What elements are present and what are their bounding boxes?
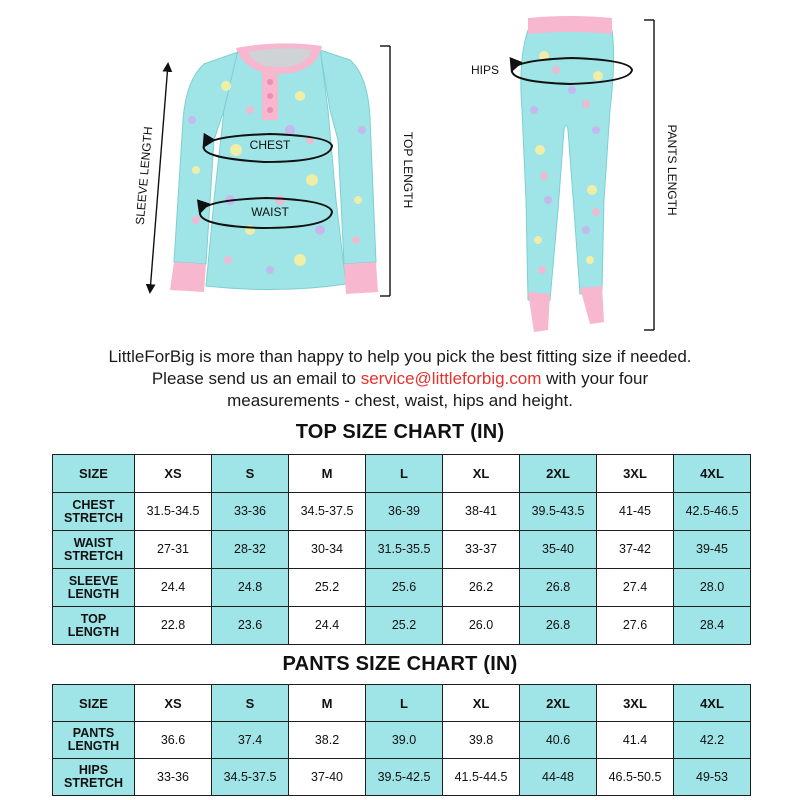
row-label-line-2: STRETCH (63, 776, 124, 790)
pants-length-label: PANTS LENGTH (665, 124, 679, 216)
size-header-row (53, 455, 751, 493)
table-cell: 30-34 (289, 531, 366, 569)
top-length-label: TOP LENGTH (401, 131, 415, 209)
intro-line-1: LittleForBig is more than happy to help you pick the best fitting size if needed. (108, 347, 692, 366)
size-header-row (53, 685, 751, 722)
waist-label: WAIST (251, 205, 289, 219)
intro-line-2-before: Please send us an email to (151, 369, 356, 388)
table-cell: 39.8 (443, 722, 520, 759)
size-header-3xl: 3XL (597, 685, 674, 722)
row-label (53, 722, 135, 759)
table-cell: 25.2 (366, 607, 443, 645)
table-cell: 24.8 (212, 569, 289, 607)
table-cell: 33-37 (443, 531, 520, 569)
row-label-line-2: LENGTH (67, 586, 120, 601)
table-cell: 35-40 (520, 531, 597, 569)
table-cell: 28-32 (212, 531, 289, 569)
intro-line-3: measurements - chest, waist, hips and height. (227, 391, 573, 410)
row-label (53, 607, 135, 645)
table-cell: 39-45 (674, 531, 751, 569)
size-header-xl: XL (443, 685, 520, 722)
table-cell: 37-40 (289, 759, 366, 796)
row-label-line-2: STRETCH (63, 510, 124, 525)
table-row (53, 493, 751, 531)
table-cell: 27.6 (597, 607, 674, 645)
size-header-4xl: 4XL (674, 455, 751, 493)
table-row (53, 607, 751, 645)
row-label-line-2: LENGTH (67, 739, 120, 753)
table-cell: 36-39 (366, 493, 443, 531)
size-header-xs: XS (135, 685, 212, 722)
table-cell: 26.8 (520, 607, 597, 645)
chest-label: CHEST (249, 138, 291, 152)
row-label (53, 759, 135, 796)
intro-line-2-after: with your four (546, 369, 649, 388)
row-label-line-1: WAIST (73, 535, 114, 550)
table-cell: 44-48 (520, 759, 597, 796)
row-label (53, 531, 135, 569)
size-header-s: S (212, 685, 289, 722)
table-cell: 26.0 (443, 607, 520, 645)
row-label (53, 493, 135, 531)
table-cell: 24.4 (289, 607, 366, 645)
table-cell: 41-45 (597, 493, 674, 531)
table-cell: 49-53 (674, 759, 751, 796)
size-header-xs: XS (135, 455, 212, 493)
table-cell: 37-42 (597, 531, 674, 569)
table-cell: 28.4 (674, 607, 751, 645)
size-header-xl: XL (443, 455, 520, 493)
table-cell: 41.4 (597, 722, 674, 759)
table-cell: 37.4 (212, 722, 289, 759)
table-cell: 39.0 (366, 722, 443, 759)
table-cell: 39.5-43.5 (520, 493, 597, 531)
sleeve-length-label: SLEEVE LENGTH (132, 125, 156, 226)
sleeve-length-arrow (150, 64, 168, 292)
pants-size-chart-title: PANTS SIZE CHART (IN) (282, 653, 518, 675)
table-cell: 26.2 (443, 569, 520, 607)
size-header-3xl: 3XL (597, 455, 674, 493)
pants-size-chart-table (52, 684, 751, 796)
table-cell: 46.5-50.5 (597, 759, 674, 796)
table-cell: 24.4 (135, 569, 212, 607)
size-header-s: S (212, 455, 289, 493)
size-header-4xl: 4XL (674, 685, 751, 722)
table-cell: 25.2 (289, 569, 366, 607)
table-cell: 26.8 (520, 569, 597, 607)
row-label-line-1: PANTS (72, 726, 115, 740)
table-cell: 41.5-44.5 (443, 759, 520, 796)
table-row (53, 722, 751, 759)
row-label-line-1: TOP (80, 611, 107, 626)
size-column-header: SIZE (53, 455, 135, 493)
table-row (53, 531, 751, 569)
table-cell: 42.5-46.5 (674, 493, 751, 531)
table-cell: 38-41 (443, 493, 520, 531)
size-header-2xl: 2XL (520, 685, 597, 722)
table-cell: 22.8 (135, 607, 212, 645)
intro-text (20, 346, 780, 412)
top-size-chart-title: TOP SIZE CHART (IN) (295, 421, 505, 443)
table-row (53, 759, 751, 796)
table-cell: 34.5-37.5 (212, 759, 289, 796)
table-cell: 39.5-42.5 (366, 759, 443, 796)
size-header-m: M (289, 685, 366, 722)
contact-email-link[interactable]: service@littleforbig.com (360, 369, 542, 388)
table-cell: 40.6 (520, 722, 597, 759)
table-cell: 28.0 (674, 569, 751, 607)
size-header-m: M (289, 455, 366, 493)
row-label-line-1: SLEEVE (68, 573, 119, 588)
table-cell: 36.6 (135, 722, 212, 759)
measurement-illustration (0, 0, 800, 340)
table-cell: 33-36 (135, 759, 212, 796)
size-header-l: L (366, 455, 443, 493)
table-cell: 31.5-35.5 (366, 531, 443, 569)
size-header-2xl: 2XL (520, 455, 597, 493)
row-label-line-1: CHEST (72, 497, 115, 512)
size-header-l: L (366, 685, 443, 722)
top-size-chart-table (52, 454, 751, 645)
table-cell: 31.5-34.5 (135, 493, 212, 531)
size-column-header: SIZE (53, 685, 135, 722)
hips-label: HIPS (470, 63, 500, 77)
table-cell: 27.4 (597, 569, 674, 607)
row-label-line-1: HIPS (78, 763, 109, 777)
table-cell: 33-36 (212, 493, 289, 531)
table-cell: 25.6 (366, 569, 443, 607)
row-label-line-2: LENGTH (67, 624, 120, 639)
table-cell: 27-31 (135, 531, 212, 569)
intro-line-2 (20, 368, 780, 390)
table-cell: 23.6 (212, 607, 289, 645)
table-cell: 38.2 (289, 722, 366, 759)
table-cell: 42.2 (674, 722, 751, 759)
table-row (53, 569, 751, 607)
row-label (53, 569, 135, 607)
pajama-pants-illustration (521, 16, 614, 332)
table-cell: 34.5-37.5 (289, 493, 366, 531)
pajama-top-illustration (170, 43, 378, 294)
row-label-line-2: STRETCH (63, 548, 124, 563)
